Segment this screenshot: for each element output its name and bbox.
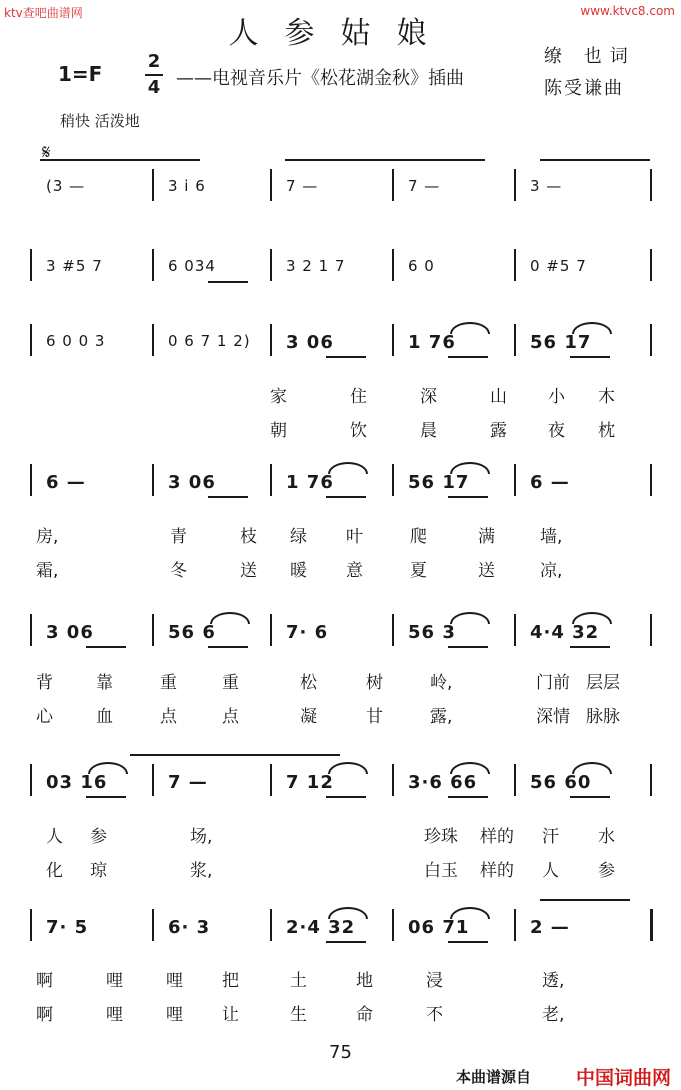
lyric-word: 白玉 (424, 861, 458, 881)
lyric-word: 让 (222, 1005, 239, 1025)
slur-arc (450, 322, 490, 334)
staff-row (30, 610, 650, 656)
lyric-word: 岭, (430, 673, 453, 693)
lyric-word: 不 (426, 1005, 443, 1025)
measure-notes: 7 — (286, 177, 319, 195)
lyric-word: 夜 (548, 421, 565, 441)
lyric-word: 暖 (290, 561, 307, 581)
beam-underline (86, 646, 126, 648)
measure-notes: 0 #5 7 (530, 257, 587, 275)
lyric-word: 露, (430, 707, 453, 727)
phrase-slur (40, 159, 200, 161)
lyric-word: 朝 (270, 421, 287, 441)
lyric-word: 霜, (36, 561, 59, 581)
lyric-word: 珍珠 (424, 827, 458, 847)
measure-notes: 4·4 32 (530, 622, 600, 643)
tempo-marking: 稍快 活泼地 (60, 112, 140, 130)
barline (30, 614, 32, 646)
lyric-word: 深情 (536, 707, 570, 727)
lyric-word: 人 (46, 827, 63, 847)
lyric-word: 爬 (410, 527, 427, 547)
barline (270, 614, 272, 646)
lyric-word: 水 (598, 827, 615, 847)
composer-credit: 陈受谦曲 (544, 78, 624, 99)
lyric-word: 小 (548, 387, 565, 407)
lyric-word: 哩 (166, 1005, 183, 1025)
lyric-word: 人 (542, 861, 559, 881)
measure-notes: 1 76 (286, 472, 334, 493)
slur-arc (210, 612, 250, 624)
barline (514, 324, 516, 356)
barline (650, 764, 652, 796)
lyric-word: 叶 (346, 527, 363, 547)
barline (270, 169, 272, 201)
lyric-word: 点 (160, 707, 177, 727)
time-sig-top: 2 (145, 50, 163, 76)
barline (650, 249, 652, 281)
slur-arc (328, 462, 368, 474)
measure-notes: 7· 5 (46, 917, 89, 938)
measure-notes: 6 — (530, 472, 570, 493)
measure-notes: 1 76 (408, 332, 456, 353)
lyric-word: 凝 (300, 707, 317, 727)
lyric-word: 送 (478, 561, 495, 581)
measure-notes: 6 0 0 3 (46, 332, 106, 350)
barline (152, 249, 154, 281)
measure-notes: 7 — (408, 177, 441, 195)
measure-notes: 7 — (168, 772, 208, 793)
barline (392, 324, 394, 356)
slur-arc (572, 322, 612, 334)
measure-notes: 6· 3 (168, 917, 211, 938)
slur-arc (450, 907, 490, 919)
page-number: 75 (329, 1042, 352, 1063)
lyric-word: 意 (346, 561, 363, 581)
barline (650, 324, 652, 356)
time-sig-bottom: 4 (147, 77, 161, 98)
barline (650, 614, 652, 646)
measure-notes: 0 6 7 1 2) (168, 332, 251, 350)
lyric-word: 土 (290, 971, 307, 991)
lyric-word: 命 (356, 1005, 373, 1025)
lyric-word: 夏 (410, 561, 427, 581)
barline (392, 249, 394, 281)
slur-arc (450, 762, 490, 774)
measure-notes: 3·6 66 (408, 772, 478, 793)
barline (514, 169, 516, 201)
lyric-word: 房, (36, 527, 59, 547)
beam-underline (448, 356, 488, 358)
beam-underline (86, 796, 126, 798)
barline (392, 614, 394, 646)
barline (392, 909, 394, 941)
beam-underline (326, 796, 366, 798)
lyric-word: 琼 (90, 861, 107, 881)
beam-underline (570, 646, 610, 648)
lyric-word: 血 (96, 707, 113, 727)
beam-underline (326, 496, 366, 498)
lyric-word: 啊 (36, 1005, 53, 1025)
measure-notes: 6 0 (408, 257, 435, 275)
lyric-word: 啊 (36, 971, 53, 991)
measure-notes: 56 60 (530, 772, 592, 793)
measure-notes: 03 16 (46, 772, 108, 793)
phrase-slur (285, 159, 485, 161)
lyric-word: 参 (90, 827, 107, 847)
lyricist-credit: 缭 也词 (544, 46, 636, 67)
lyric-word: 化 (46, 861, 63, 881)
staff-row (30, 245, 650, 291)
measure-notes: (3 — (46, 177, 86, 195)
barline (650, 464, 652, 496)
barline (514, 249, 516, 281)
lyric-word: 枝 (240, 527, 257, 547)
barline (30, 464, 32, 496)
lyric-word: 满 (478, 527, 495, 547)
lyric-word: 老, (542, 1005, 565, 1025)
lyric-word: 深 (420, 387, 437, 407)
lyric-word: 家 (270, 387, 287, 407)
lyric-word: 木 (598, 387, 615, 407)
lyric-word: 重 (160, 673, 177, 693)
staff-row (30, 165, 650, 211)
barline (152, 324, 154, 356)
barline (152, 909, 154, 941)
beam-underline (326, 356, 366, 358)
lyric-word: 送 (240, 561, 257, 581)
barline (392, 764, 394, 796)
lyric-word: 层层 (586, 673, 620, 693)
barline (30, 764, 32, 796)
slur-arc (572, 612, 612, 624)
barline (152, 464, 154, 496)
phrase-slur (540, 159, 650, 161)
staff-row (30, 320, 650, 366)
barline (392, 464, 394, 496)
lyric-word: 生 (290, 1005, 307, 1025)
beam-underline (326, 941, 366, 943)
barline (514, 764, 516, 796)
barline (152, 169, 154, 201)
measure-notes: 3 i 6 (168, 177, 206, 195)
lyric-word: 住 (350, 387, 367, 407)
measure-notes: 3 — (530, 177, 563, 195)
barline (152, 614, 154, 646)
lyric-word: 把 (222, 971, 239, 991)
lyric-word: 晨 (420, 421, 437, 441)
measure-notes: 6 034 (168, 257, 216, 275)
barline (514, 614, 516, 646)
lyric-word: 山 (490, 387, 507, 407)
lyric-word: 场, (190, 827, 213, 847)
lyric-word: 浸 (426, 971, 443, 991)
lyric-word: 脉脉 (586, 707, 620, 727)
brand-label: 中国词曲网 (575, 1067, 671, 1089)
lyric-word: 门前 (536, 673, 570, 693)
measure-notes: 56 6 (168, 622, 216, 643)
barline (30, 909, 32, 941)
lyric-word: 样的 (480, 861, 514, 881)
lyric-word: 重 (222, 673, 239, 693)
measure-notes: 3 #5 7 (46, 257, 103, 275)
lyric-word: 透, (542, 971, 565, 991)
slur-arc (88, 762, 128, 774)
lyric-word: 样的 (480, 827, 514, 847)
beam-underline (448, 646, 488, 648)
source-label: 本曲谱源自 (455, 1068, 531, 1086)
measure-notes: 3 06 (286, 332, 334, 353)
slur-arc (572, 762, 612, 774)
beam-underline (448, 496, 488, 498)
lyric-word: 墙, (540, 527, 563, 547)
measure-notes: 7· 6 (286, 622, 329, 643)
phrase-slur (540, 899, 630, 901)
lyric-word: 树 (366, 673, 383, 693)
barline (270, 464, 272, 496)
lyric-word: 点 (222, 707, 239, 727)
barline (152, 764, 154, 796)
measure-notes: 6 — (46, 472, 86, 493)
beam-underline (208, 281, 248, 283)
slur-arc (328, 907, 368, 919)
staff-row (30, 460, 650, 506)
lyric-word: 甘 (366, 707, 383, 727)
time-signature (145, 50, 163, 100)
segno-icon: 𝄋 (42, 140, 51, 164)
barline (270, 249, 272, 281)
measure-notes: 3 06 (46, 622, 94, 643)
beam-underline (570, 796, 610, 798)
slur-arc (450, 462, 490, 474)
barline (514, 464, 516, 496)
measure-notes: 56 3 (408, 622, 456, 643)
measure-notes: 2·4 32 (286, 917, 356, 938)
lyric-word: 哩 (106, 1005, 123, 1025)
lyric-word: 浆, (190, 861, 213, 881)
barline (650, 909, 653, 941)
lyric-word: 心 (36, 707, 53, 727)
barline (30, 249, 32, 281)
lyric-word: 青 (170, 527, 187, 547)
lyric-word: 凉, (540, 561, 563, 581)
lyric-word: 汗 (542, 827, 559, 847)
measure-notes: 3 06 (168, 472, 216, 493)
slur-arc (328, 762, 368, 774)
barline (270, 324, 272, 356)
beam-underline (208, 496, 248, 498)
barline (392, 169, 394, 201)
barline (650, 169, 652, 201)
lyric-word: 地 (356, 971, 373, 991)
lyric-word: 饮 (350, 421, 367, 441)
beam-underline (448, 941, 488, 943)
barline (270, 909, 272, 941)
lyric-word: 松 (300, 673, 317, 693)
barline (30, 324, 32, 356)
lyric-word: 靠 (96, 673, 113, 693)
barline (270, 764, 272, 796)
subtitle: ——电视音乐片《松花湖金秋》插曲 (176, 68, 464, 89)
lyric-word: 露 (490, 421, 507, 441)
song-title: 人参姑娘 (228, 16, 453, 51)
key-signature: 1=F (58, 62, 103, 86)
watermark-right: www.ktvc8.com (580, 4, 675, 18)
staff-row (30, 905, 650, 951)
lyric-word: 参 (598, 861, 615, 881)
lyric-word: 枕 (598, 421, 615, 441)
phrase-slur (130, 754, 340, 756)
beam-underline (448, 796, 488, 798)
measure-notes: 3 2 1 7 (286, 257, 346, 275)
lyric-word: 哩 (106, 971, 123, 991)
measure-notes: 56 17 (408, 472, 470, 493)
measure-notes: 2 — (530, 917, 570, 938)
watermark-left: ktv查吧曲谱网 (4, 6, 83, 20)
lyric-word: 冬 (170, 561, 187, 581)
lyric-word: 背 (36, 673, 53, 693)
measure-notes: 06 71 (408, 917, 470, 938)
barline (514, 909, 516, 941)
beam-underline (208, 646, 248, 648)
lyric-word: 哩 (166, 971, 183, 991)
measure-notes: 7 12 (286, 772, 334, 793)
staff-row (30, 760, 650, 806)
measure-notes: 56 17 (530, 332, 592, 353)
beam-underline (570, 356, 610, 358)
lyric-word: 绿 (290, 527, 307, 547)
slur-arc (450, 612, 490, 624)
